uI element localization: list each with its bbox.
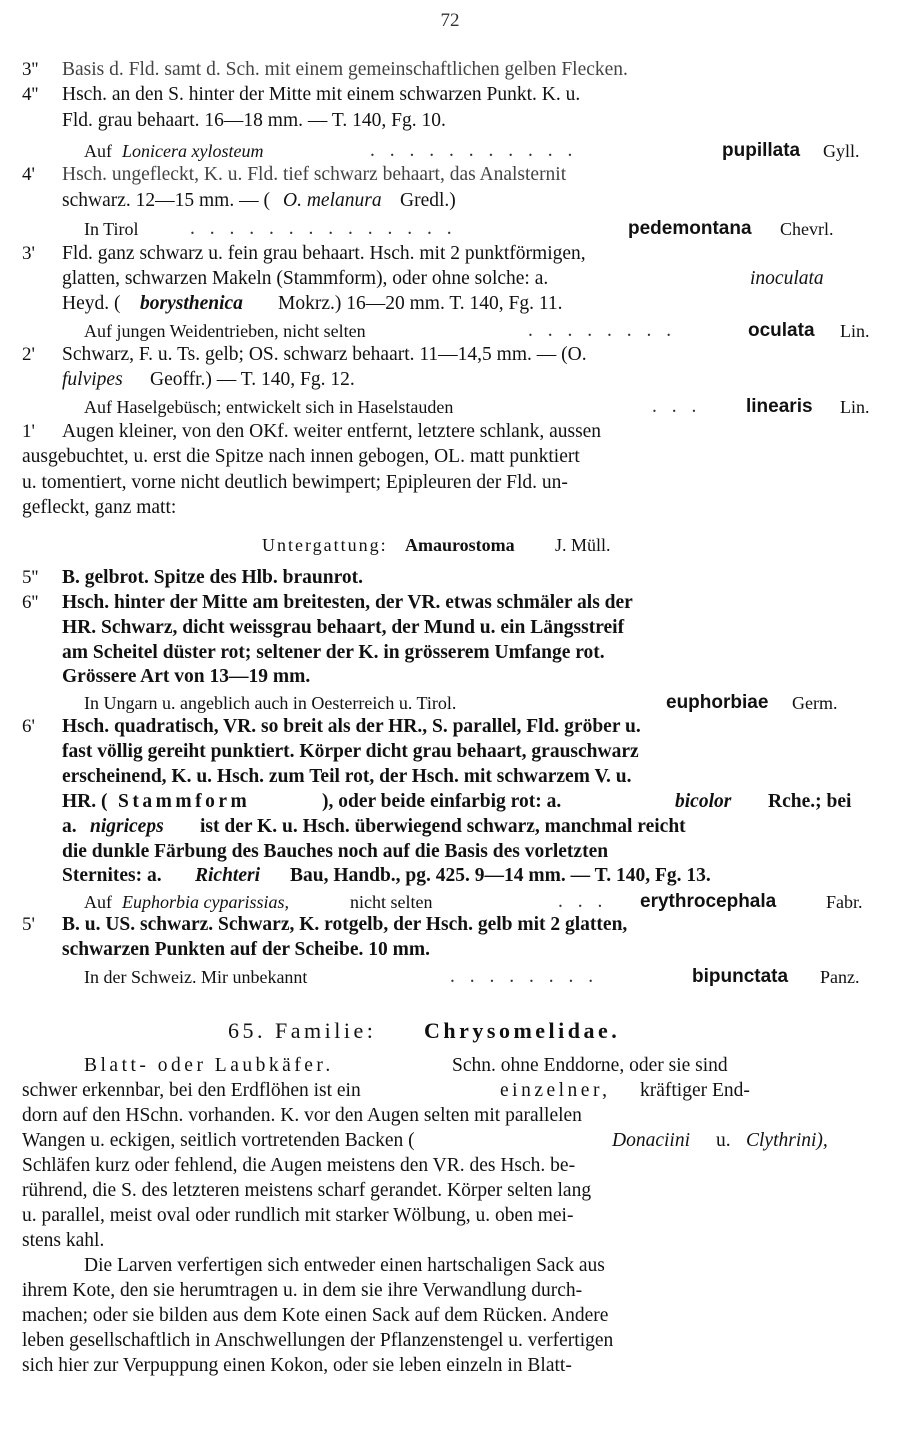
text-run: stens kahl.: [22, 1230, 105, 1251]
text-run: Euphorbia cyparissias,: [122, 892, 290, 912]
text-run: Hsch. ungefleckt, K. u. Fld. tief schwarz behaart, das Analsternit: [62, 164, 567, 185]
text-line: [0, 890, 900, 914]
text-line: [0, 496, 900, 520]
text-line: [0, 292, 900, 316]
text-run: nigriceps: [90, 816, 164, 837]
text-run: Hsch. hinter der Mitte am breitesten, der VR. etwas schmäler als der: [62, 592, 633, 613]
key-marker: 4'': [22, 84, 39, 105]
text-run: Hsch. an den S. hinter der Mitte mit einem schwarzen Punkt. K. u.: [62, 84, 581, 105]
text-line: [0, 765, 900, 789]
species-name: euphorbiae: [666, 692, 769, 713]
key-marker: 3'': [22, 59, 39, 80]
text-run: Schwarz, F. u. Ts. gelb; OS. schwarz behaart. 11—14,5 mm. — (O.: [62, 344, 587, 365]
text-line: [0, 1054, 900, 1078]
text-run: Wangen u. eckigen, seitlich vortretenden Backen (: [22, 1130, 415, 1151]
text-run: Clythrini),: [746, 1130, 828, 1151]
key-marker: 6': [22, 716, 35, 737]
leader-dots: . . . . . . . .: [528, 320, 677, 341]
leader-dots: . . . . . . . .: [450, 966, 599, 987]
text-run: Fabr.: [826, 892, 863, 912]
text-run: Heyd. (: [62, 293, 121, 314]
text-run: am Scheitel düster rot; seltener der K. in grösserem Umfange rot.: [62, 642, 605, 663]
text-line: [0, 368, 900, 392]
text-run: Schläfen kurz oder fehlend, die Augen meistens den VR. des Hsch. be-: [22, 1155, 576, 1176]
species-name: pupillata: [722, 140, 801, 161]
text-line: [0, 242, 900, 266]
text-run: u.: [716, 1130, 731, 1151]
text-run: Geoffr.) — T. 140, Fg. 12.: [150, 369, 355, 390]
text-line: [0, 1079, 900, 1103]
text-run: Panz.: [820, 967, 860, 987]
text-line: [0, 641, 900, 665]
text-run: gefleckt, ganz matt:: [22, 497, 177, 518]
text-line: [0, 1104, 900, 1128]
text-run: schwer erkennbar, bei den Erdflöhen ist ein: [22, 1080, 361, 1101]
text-run: Auf Haselgebüsch; entwickelt sich in Haselstauden: [84, 397, 454, 417]
text-line: [0, 445, 900, 469]
text-line: [0, 1279, 900, 1303]
key-marker: 5': [22, 914, 35, 935]
leader-dots: . . .: [558, 891, 608, 912]
text-line: [0, 189, 900, 213]
text-run: die dunkle Färbung des Bauches noch auf die Basis des vorletzten: [62, 841, 609, 862]
text-run: Schn. ohne Enddorne, oder sie sind: [452, 1055, 728, 1076]
text-line: [0, 1229, 900, 1253]
text-line: [0, 395, 900, 419]
text-run: borysthenica: [140, 293, 243, 314]
text-run: Untergattung:: [262, 535, 388, 555]
text-run: Mokrz.) 16—20 mm. T. 140, Fg. 11.: [278, 293, 563, 314]
text-line: [0, 343, 900, 367]
leader-dots: . . . . . . . . . . . . . .: [190, 218, 457, 239]
key-marker: 4': [22, 164, 35, 185]
key-marker: 5'': [22, 567, 39, 588]
text-run: Amaurostoma: [405, 535, 515, 555]
text-run: Blatt- oder Laubkäfer.: [84, 1055, 334, 1076]
key-marker: 3': [22, 243, 35, 264]
text-line: [0, 471, 900, 495]
text-run: dorn auf den HSchn. vorhanden. K. vor den Augen selten mit parallelen: [22, 1105, 582, 1126]
text-run: schwarzen Punkten auf der Scheibe. 10 mm.: [62, 939, 430, 960]
text-run: In der Schweiz. Mir unbekannt: [84, 967, 308, 987]
text-run: Sternites: a.: [62, 865, 162, 886]
text-run: ist der K. u. Hsch. überwiegend schwarz, manchmal reicht: [200, 816, 686, 837]
text-line: [0, 566, 900, 590]
text-run: Augen kleiner, von den OKf. weiter entfernt, letztere schlank, aussen: [62, 421, 602, 442]
text-run: kräftiger End-: [640, 1080, 750, 1101]
text-run: rührend, die S. des letzteren meistens scharf gerandet. Körper selten lang: [22, 1180, 592, 1201]
text-line: [0, 420, 900, 444]
text-run: B. u. US. schwarz. Schwarz, K. rotgelb, der Hsch. gelb mit 2 glatten,: [62, 914, 628, 935]
text-run: HR. (: [62, 791, 108, 812]
text-run: leben gesellschaftlich in Anschwellungen der Pflanzenstengel u. verfertigen: [22, 1330, 614, 1351]
text-run: nicht selten: [350, 892, 433, 912]
text-run: Die Larven verfertigen sich entweder einen hartschaligen Sack aus: [84, 1255, 605, 1276]
text-run: Basis d. Fld. samt d. Sch. mit einem gemeinschaftlichen gelben Flecken.: [62, 59, 628, 80]
text-line: [0, 1129, 900, 1153]
text-run: ihrem Kote, den sie herumtragen u. in dem sie ihre Verwandlung durch-: [22, 1280, 583, 1301]
text-run: O. melanura: [283, 190, 382, 211]
text-run: Richteri: [195, 865, 261, 886]
text-run: a.: [62, 816, 77, 837]
text-run: Gyll.: [823, 141, 860, 161]
text-run: schwarz. 12—15 mm. — (: [62, 190, 270, 211]
text-line: [0, 740, 900, 764]
text-line: [0, 1016, 900, 1046]
key-marker: 6'': [22, 592, 39, 613]
text-line: [0, 1354, 900, 1378]
text-line: [0, 83, 900, 107]
text-line: [0, 840, 900, 864]
text-line: [0, 217, 900, 241]
text-run: Germ.: [792, 693, 838, 713]
text-line: [0, 319, 900, 343]
page-number: 72: [440, 10, 460, 31]
text-line: [0, 109, 900, 133]
text-line: [0, 715, 900, 739]
text-run: Grössere Art von 13—19 mm.: [62, 666, 311, 687]
text-line: [0, 58, 900, 82]
text-line: [0, 1179, 900, 1203]
leader-dots: . . .: [652, 396, 702, 417]
text-run: In Ungarn u. angeblich auch in Oesterreich u. Tirol.: [84, 693, 457, 713]
text-run: Auf jungen Weidentrieben, nicht selten: [84, 321, 366, 341]
species-name: erythrocephala: [640, 891, 777, 912]
text-line: [0, 1154, 900, 1178]
text-run: machen; oder sie bilden aus dem Kote einen Sack auf dem Rücken. Andere: [22, 1305, 609, 1326]
text-run: J. Müll.: [555, 535, 611, 555]
species-name: bipunctata: [692, 966, 789, 987]
text-line: [0, 533, 900, 557]
text-run: Rche.; bei: [768, 791, 852, 812]
text-run: B. gelbrot. Spitze des Hlb. braunrot.: [62, 567, 364, 588]
text-run: Stammform: [118, 791, 251, 812]
text-run: fast völlig gereiht punktiert. Körper dicht grau behaart, grauschwarz: [62, 741, 639, 762]
text-run: Lin.: [840, 397, 870, 417]
text-run: fulvipes: [62, 369, 123, 390]
text-line: [0, 1204, 900, 1228]
text-run: u. parallel, meist oval oder rundlich mit starker Wölbung, u. oben mei-: [22, 1205, 574, 1226]
text-run: erscheinend, K. u. Hsch. zum Teil rot, der Hsch. mit schwarzem V. u.: [62, 766, 632, 787]
text-line: [0, 267, 900, 291]
species-name: pedemontana: [628, 218, 752, 239]
text-line: [0, 163, 900, 187]
text-run: u. tomentiert, vorne nicht deutlich bewimpert; Epipleuren der Fld. un-: [22, 472, 568, 493]
text-run: Fld. ganz schwarz u. fein grau behaart. Hsch. mit 2 punktförmigen,: [62, 243, 586, 264]
text-run: Chevrl.: [780, 219, 834, 239]
text-run: Auf: [84, 141, 112, 161]
text-run: Fld. grau behaart. 16—18 mm. — T. 140, Fg. 10.: [62, 110, 446, 131]
text-run: einzelner,: [500, 1080, 611, 1101]
text-line: [0, 815, 900, 839]
text-run: Hsch. quadratisch, VR. so breit als der HR., S. parallel, Fld. gröber u.: [62, 716, 641, 737]
species-name: oculata: [748, 320, 815, 341]
text-run: Bau, Handb., pg. 425. 9—14 mm. — T. 140, Fg. 13.: [290, 865, 711, 886]
text-run: glatten, schwarzen Makeln (Stammform), oder ohne solche: a.: [62, 268, 549, 289]
text-run: 65. Familie:: [228, 1018, 377, 1043]
text-line: [0, 691, 900, 715]
text-line: [0, 1304, 900, 1328]
text-run: inoculata: [750, 268, 824, 289]
text-run: sich hier zur Verpuppung einen Kokon, oder sie leben einzeln in Blatt-: [22, 1355, 572, 1376]
text-line: [0, 864, 900, 888]
text-run: HR. Schwarz, dicht weissgrau behaart, der Mund u. ein Längsstreif: [62, 617, 625, 638]
text-run: Donaciini: [612, 1130, 690, 1151]
text-line: [0, 1254, 900, 1278]
text-run: ), oder beide einfarbig rot: a.: [322, 791, 562, 812]
text-run: Gredl.): [400, 190, 456, 211]
key-marker: 1': [22, 421, 35, 442]
text-line: [0, 591, 900, 615]
text-line: [0, 139, 900, 163]
text-run: bicolor: [675, 791, 732, 812]
text-run: Auf: [84, 892, 112, 912]
text-line: [0, 790, 900, 814]
text-line: [0, 965, 900, 989]
text-run: Chrysomelidae.: [424, 1018, 621, 1043]
text-run: ausgebuchtet, u. erst die Spitze nach innen gebogen, OL. matt punktiert: [22, 446, 580, 467]
text-run: In Tirol: [84, 219, 139, 239]
text-line: [0, 1329, 900, 1353]
text-run: Lin.: [840, 321, 870, 341]
leader-dots: . . . . . . . . . . .: [370, 140, 578, 161]
species-name: linearis: [746, 396, 813, 417]
key-marker: 2': [22, 344, 35, 365]
text-line: [0, 938, 900, 962]
text-line: [0, 913, 900, 937]
text-run: Lonicera xylosteum: [122, 141, 264, 161]
text-line: [0, 665, 900, 689]
text-line: [0, 616, 900, 640]
